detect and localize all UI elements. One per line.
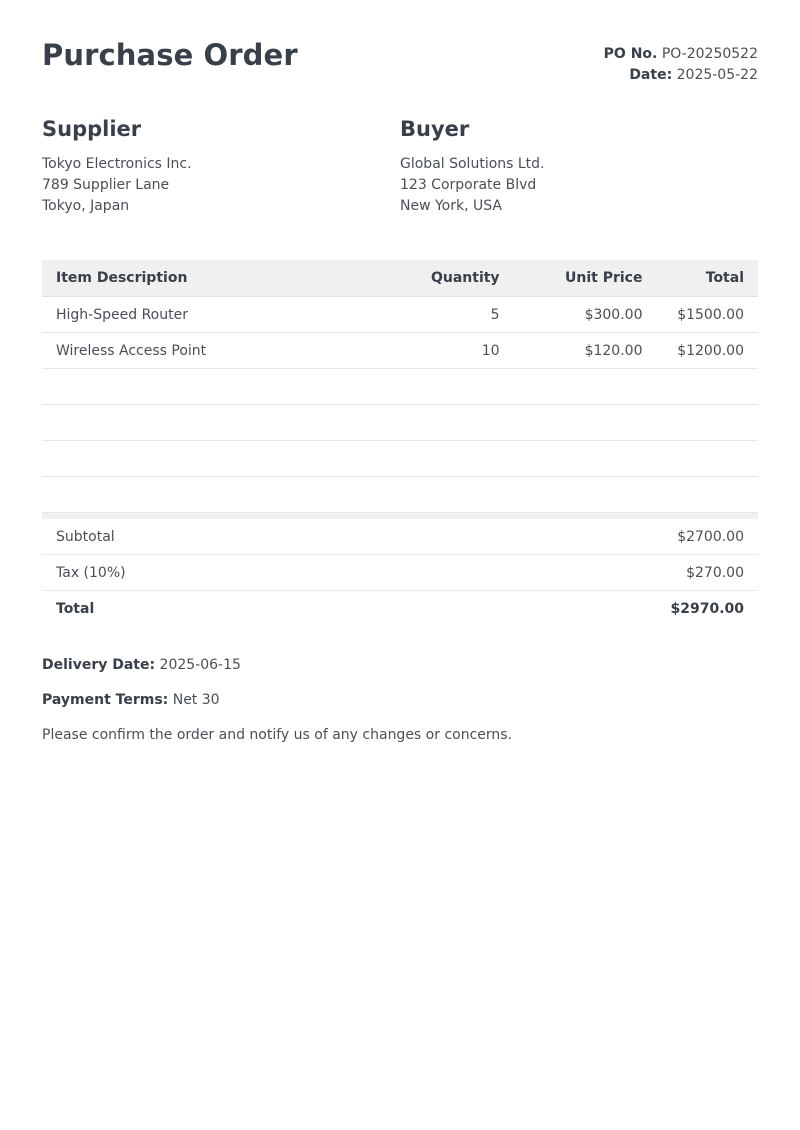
- table-row: [42, 333, 758, 369]
- po-meta: [604, 44, 758, 86]
- po-number-label: PO No.: [603, 46, 658, 62]
- buyer-street: 123 Corporate Blvd: [400, 177, 537, 193]
- page-title: Purchase Order: [42, 38, 298, 72]
- delivery-date-value: 2025-06-15: [159, 657, 241, 673]
- empty-row: [42, 369, 758, 405]
- grand-total-value: $2970.00: [656, 591, 758, 628]
- supplier-name: Tokyo Electronics Inc.: [42, 156, 192, 172]
- buyer-name: Global Solutions Ltd.: [400, 156, 545, 172]
- supplier-city: Tokyo, Japan: [42, 198, 130, 214]
- table-row: [42, 297, 758, 333]
- subtotal-row: [42, 519, 758, 555]
- item-unit-price: $300.00: [514, 297, 657, 333]
- tax-row: [42, 555, 758, 591]
- item-total: $1200.00: [656, 333, 758, 369]
- buyer-address: [400, 154, 758, 217]
- item-description: Wireless Access Point: [42, 333, 370, 369]
- item-unit-price: $120.00: [514, 333, 657, 369]
- column-header-total: Total: [656, 260, 758, 297]
- tax-label: Tax (10%): [42, 555, 656, 591]
- document-header: [42, 0, 758, 110]
- delivery-date-line: [42, 655, 758, 676]
- supplier-street: 789 Supplier Lane: [42, 177, 170, 193]
- empty-row: [42, 405, 758, 441]
- parties-section: [42, 110, 758, 260]
- item-total: $1500.00: [656, 297, 758, 333]
- payment-terms-label: Payment Terms:: [42, 692, 169, 708]
- subtotal-value: $2700.00: [656, 519, 758, 555]
- column-header-description: Item Description: [42, 260, 370, 297]
- item-quantity: 10: [370, 333, 514, 369]
- column-header-unit-price: Unit Price: [514, 260, 657, 297]
- grand-total-row: [42, 591, 758, 628]
- item-description: High-Speed Router: [42, 297, 370, 333]
- po-date-label: Date:: [629, 67, 673, 83]
- order-notes: [42, 655, 758, 746]
- supplier-heading: Supplier: [42, 117, 142, 141]
- buyer-heading: Buyer: [400, 117, 470, 141]
- po-number-value: PO-20250522: [661, 46, 758, 62]
- table-header-row: [42, 260, 758, 297]
- items-table: [42, 260, 758, 627]
- delivery-date-label: Delivery Date:: [42, 657, 156, 673]
- payment-terms-value: Net 30: [172, 692, 220, 708]
- po-number-line: [604, 44, 758, 65]
- buyer-city: New York, USA: [400, 198, 502, 214]
- empty-row: [42, 477, 758, 513]
- grand-total-label: Total: [42, 591, 656, 628]
- column-header-quantity: Quantity: [370, 260, 514, 297]
- subtotal-label: Subtotal: [42, 519, 656, 555]
- supplier-block: [42, 110, 400, 260]
- confirmation-message: Please confirm the order and notify us of any changes or concerns.: [42, 727, 513, 743]
- payment-terms-line: [42, 690, 758, 711]
- supplier-address: [42, 154, 400, 217]
- empty-row: [42, 441, 758, 477]
- item-quantity: 5: [370, 297, 514, 333]
- buyer-block: [400, 110, 758, 260]
- tax-value: $270.00: [656, 555, 758, 591]
- po-date-line: [604, 65, 758, 86]
- po-date-value: 2025-05-22: [676, 67, 758, 83]
